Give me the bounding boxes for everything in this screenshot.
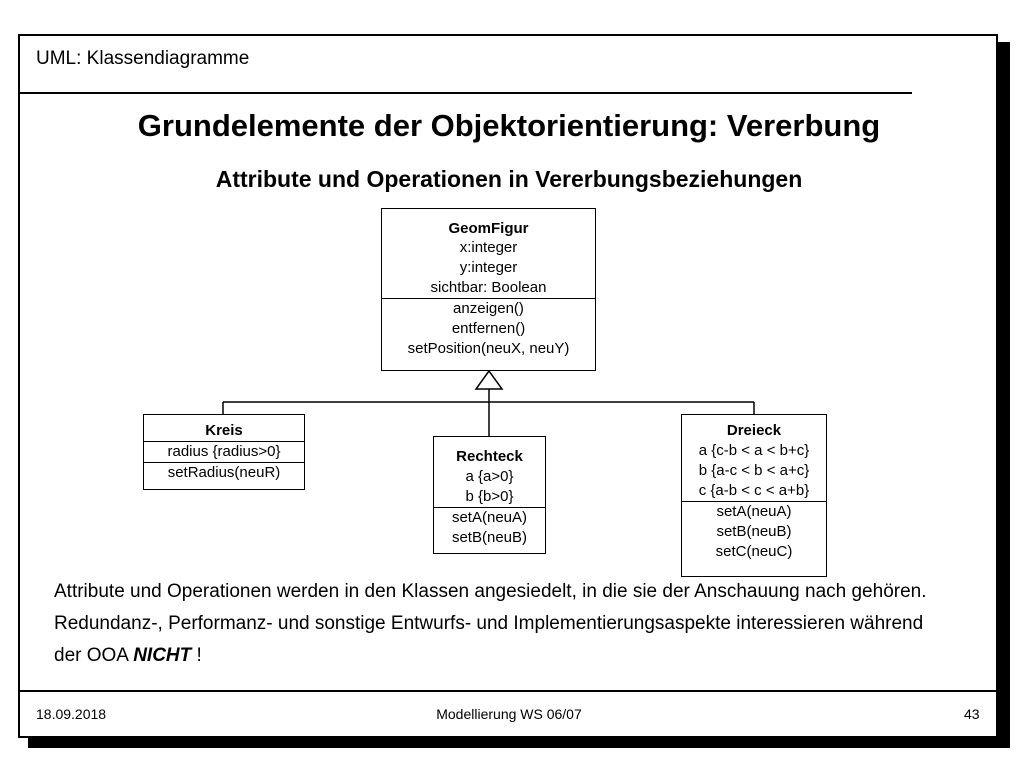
operation: setA(neuA)	[451, 509, 528, 526]
attributes-section	[144, 441, 304, 462]
attributes-section	[382, 238, 595, 298]
attribute: a {a>0}	[465, 468, 514, 485]
operations-section	[434, 507, 545, 548]
class-geomfigur	[381, 208, 596, 371]
class-name: Dreieck	[726, 422, 782, 439]
attribute: b {a-c < b < a+c}	[698, 462, 810, 479]
operations-section	[382, 298, 595, 359]
class-dreieck	[681, 414, 827, 577]
subtitle: Attribute und Operationen in Vererbungsbeziehungen	[215, 166, 803, 192]
operations-section	[682, 501, 826, 562]
attribute: x:integer	[459, 239, 518, 256]
class-rechteck	[433, 436, 546, 554]
body-text: Attribute und Operationen werden in den Klassen angesiedelt, in die sie der Anschauung nach gehören. Redundanz-, Performanz- und sonstige Entwurfs- und Implementierungsaspekte interessieren während der OOA	[54, 581, 927, 666]
operation: entfernen()	[451, 320, 526, 337]
attribute: radius {radius>0}	[167, 443, 281, 460]
attribute: c {a-b < c < a+b}	[698, 482, 810, 499]
attribute: a {c-b < a < b+c}	[698, 442, 810, 459]
class-kreis	[143, 414, 305, 490]
footer-page-number: 43	[964, 706, 980, 722]
operation: setB(neuB)	[716, 523, 792, 540]
class-name: Kreis	[205, 422, 243, 439]
body-paragraph	[54, 576, 934, 672]
class-name: Rechteck	[456, 448, 523, 465]
attribute: b {b>0}	[465, 488, 514, 505]
operation: setRadius(neuR)	[167, 464, 281, 481]
main-title: Grundelemente der Objektorientierung: Vererbung	[137, 108, 881, 143]
attributes-section	[434, 467, 545, 507]
operations-section	[144, 462, 304, 483]
attributes-section	[682, 441, 826, 501]
attribute: y:integer	[459, 259, 518, 276]
body-text-end: !	[191, 645, 202, 666]
operation: anzeigen()	[453, 300, 524, 317]
attribute: sichtbar: Boolean	[430, 279, 547, 296]
operation: setB(neuB)	[451, 529, 528, 546]
operation: setPosition(neuX, neuY)	[407, 340, 570, 357]
footer-divider	[18, 690, 998, 692]
footer-date: 18.09.2018	[36, 706, 107, 722]
operation: setA(neuA)	[716, 503, 792, 520]
class-name: GeomFigur	[448, 220, 529, 237]
header-title: UML: Klassendiagramme	[36, 48, 250, 69]
footer-course: Modellierung WS 06/07	[436, 706, 582, 722]
header-divider	[18, 92, 912, 94]
operation: setC(neuC)	[715, 543, 793, 560]
body-emphasis: NICHT	[133, 645, 192, 666]
